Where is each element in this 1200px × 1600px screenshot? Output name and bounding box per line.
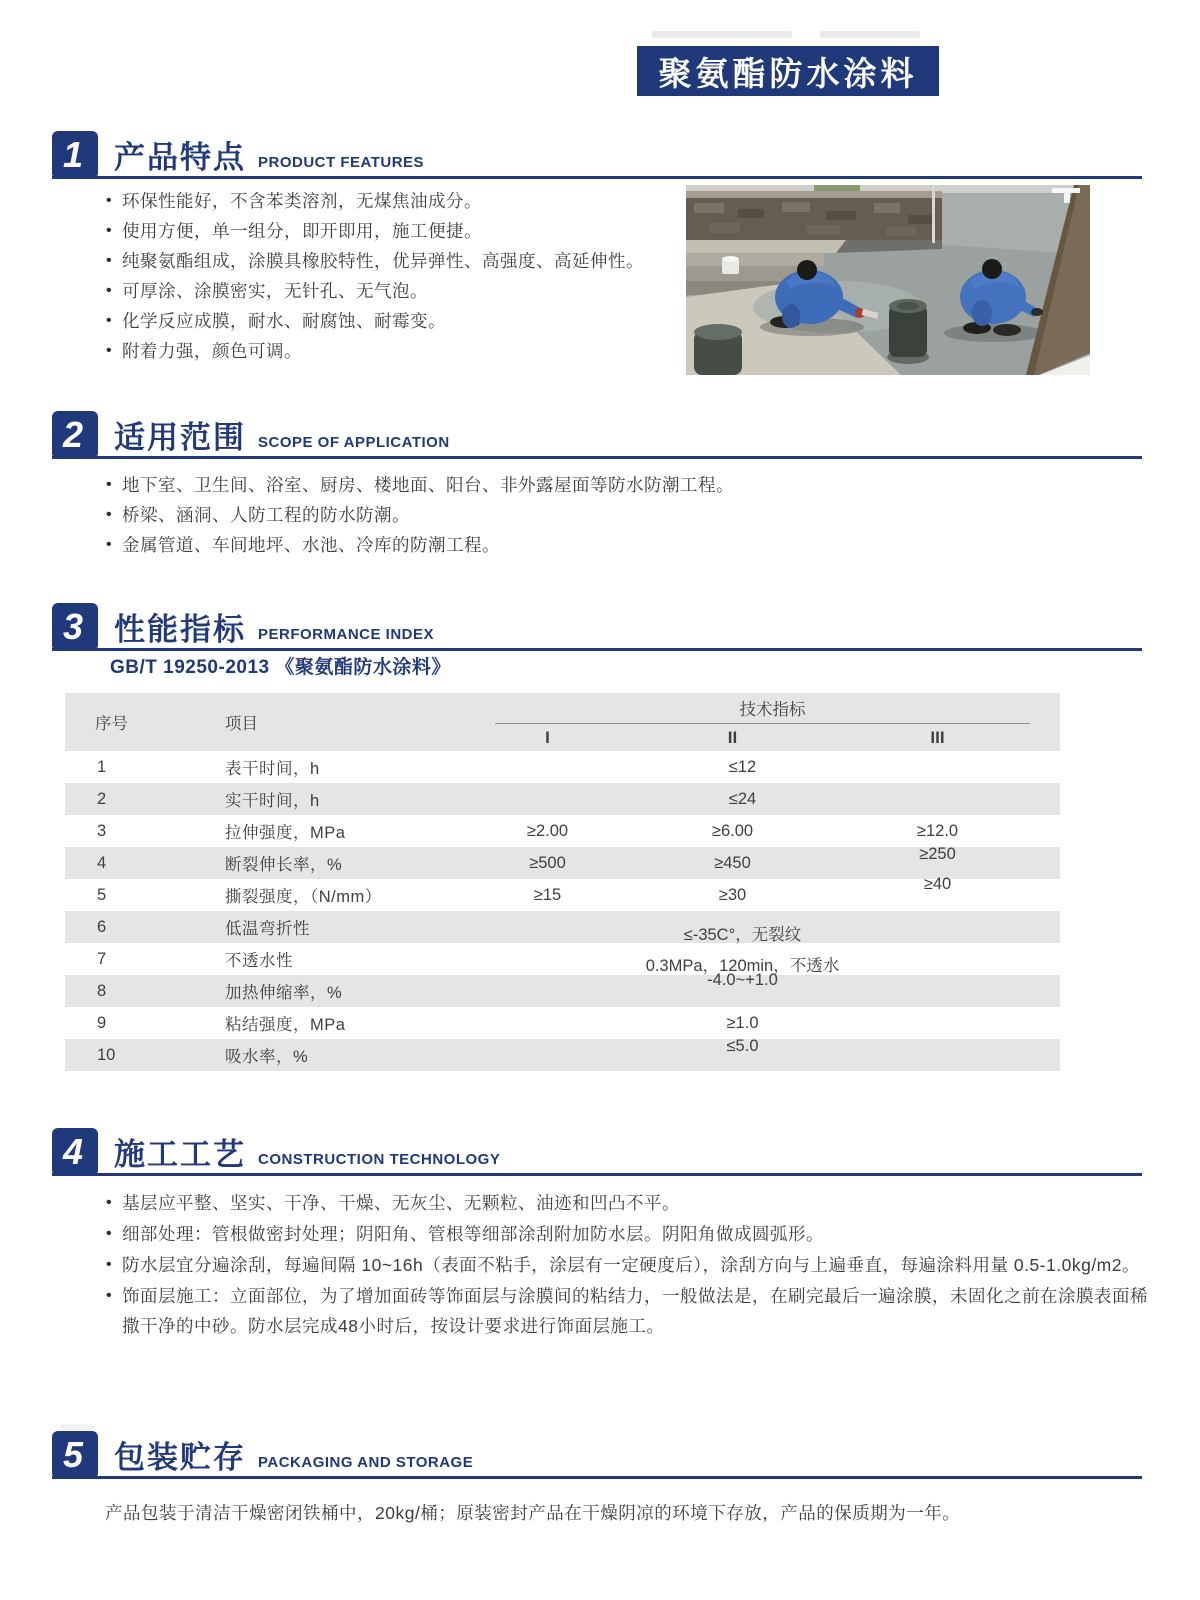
scan-artifact (820, 31, 920, 38)
section-4-subtitle: CONSTRUCTION TECHNOLOGY (258, 1151, 501, 1168)
packaging-storage-text: 产品包装于清洁干燥密闭铁桶中，20kg/桶；原装密封产品在干燥阴凉的环境下存放，产品的保质期为一年。 (105, 1503, 961, 1523)
row-number: 9 (97, 1013, 107, 1032)
bullet-item: • 桥梁、涵洞、人防工程的防水防潮。 (104, 500, 1104, 530)
section-3-header (52, 598, 1142, 651)
table-row (65, 1007, 1060, 1039)
col-header-index: 序号 (95, 715, 128, 733)
row-value-span: ≤24 (728, 789, 757, 808)
row-value-span: 0.3MPa，120min，不透水 (645, 957, 840, 975)
section-5-subtitle: PACKAGING AND STORAGE (258, 1454, 474, 1471)
row-number: 5 (97, 885, 107, 904)
bullet-item: • 金属管道、车间地坪、水池、冷库的防潮工程。 (104, 530, 1104, 560)
row-number: 2 (97, 789, 107, 808)
col-header-grade-1: I (545, 727, 550, 747)
row-number: 4 (97, 853, 107, 872)
row-value-span: -4.0~+1.0 (707, 970, 778, 989)
section-5-header (52, 1426, 1142, 1479)
row-number: 3 (97, 821, 107, 840)
row-item: 不透水性 (225, 952, 293, 970)
section-1-header (52, 126, 1142, 179)
section-1-subtitle: PRODUCT FEATURES (258, 154, 425, 171)
row-item: 撕裂强度，（N/mm） (225, 888, 382, 906)
row-number: 8 (97, 981, 107, 1000)
row-value-grade-1: ≥500 (529, 853, 566, 872)
bullet-item: • 可厚涂、涂膜密实，无针孔、无气泡。 (104, 276, 694, 306)
table-header (65, 693, 1060, 751)
row-value-span: ≥1.0 (726, 1013, 759, 1032)
row-value-span: ≤-35C°，无裂纹 (683, 926, 802, 944)
table-body (65, 751, 1060, 1071)
row-value-grade-2: ≥30 (718, 885, 747, 904)
bullet-item: • 纯聚氨酯组成，涂膜具橡胶特性，优异弹性、高强度、高延伸性。 (104, 246, 694, 276)
col-header-grade-2: II (727, 727, 738, 747)
row-value-grade-2: ≥6.00 (711, 821, 754, 840)
section-3-number: 3 (52, 603, 98, 651)
table-row (65, 751, 1060, 783)
row-number: 6 (97, 917, 107, 936)
product-features-list (104, 186, 694, 366)
table-row (65, 783, 1060, 815)
row-item: 拉伸强度，MPa (225, 824, 346, 842)
section-5-title: 包装贮存 (114, 1440, 246, 1475)
row-value-grade-3: ≥12.0 (916, 821, 959, 840)
page-title: 聚氨酯防水涂料 (637, 46, 939, 96)
row-number: 7 (97, 949, 107, 968)
table-row (65, 874, 1060, 911)
standard-reference: GB/T 19250-2013 《聚氨酯防水涂料》 (110, 657, 451, 678)
section-4-header (52, 1123, 1142, 1176)
bullet-item: • 基层应平整、坚实、干净、干燥、无灰尘、无颗粒、油迹和凹凸不平。 (104, 1188, 1156, 1218)
table-row (65, 970, 1060, 1007)
row-value-grade-2: ≥450 (714, 853, 751, 872)
row-item: 低温弯折性 (225, 920, 310, 938)
bullet-item: • 使用方便，单一组分，即开即用，施工便捷。 (104, 216, 694, 246)
section-2-header (52, 406, 1142, 459)
scope-of-application-list (104, 470, 1104, 560)
row-item: 吸水率，% (225, 1048, 309, 1066)
construction-technology-list (104, 1188, 1156, 1342)
row-value-grade-3: ≥250 (919, 844, 956, 863)
row-value-grade-3: ≥40 (923, 874, 952, 893)
row-number: 10 (97, 1045, 116, 1064)
row-value-span: ≤5.0 (726, 1036, 759, 1055)
row-value-span: ≤12 (728, 757, 757, 776)
section-3-subtitle: PERFORMANCE INDEX (258, 626, 435, 643)
row-item: 断裂伸长率，% (225, 856, 343, 874)
row-item: 实干时间，h (225, 792, 320, 810)
bullet-item: • 防水层宜分遍涂刮，每遍间隔 10~16h（表面不粘手，涂层有一定硬度后），涂刮方向与上遍垂直，每遍涂料用量 0.5-1.0kg/m2。 (104, 1250, 1156, 1280)
application-photo (686, 185, 1090, 375)
scan-artifact (652, 31, 792, 38)
bullet-item: • 化学反应成膜，耐水、耐腐蚀、耐霉变。 (104, 306, 694, 336)
section-2-title: 适用范围 (114, 420, 246, 455)
col-header-grade-3: III (930, 727, 945, 747)
row-item: 加热伸缩率，% (225, 984, 343, 1002)
performance-index-table (65, 693, 1060, 1071)
bullet-item: • 附着力强，颜色可调。 (104, 336, 694, 366)
section-2-subtitle: SCOPE OF APPLICATION (258, 434, 450, 451)
bullet-item: • 饰面层施工：立面部位，为了增加面砖等饰面层与涂膜间的粘结力，一般做法是，在刷完最后一遍涂膜，未固化之前在涂膜表面稀撒干净的中砂。防水层完成48小时后，按设计要求进行饰面层施工。 (104, 1281, 1156, 1341)
table-row (65, 815, 1060, 847)
section-2-number: 2 (52, 411, 98, 459)
bullet-item: • 地下室、卫生间、浴室、厨房、楼地面、阳台、非外露屋面等防水防潮工程。 (104, 470, 1104, 500)
row-item: 表干时间，h (225, 760, 320, 778)
col-header-tech (485, 693, 1060, 751)
row-item: 粘结强度，MPa (225, 1016, 346, 1034)
table-row (65, 1036, 1060, 1071)
row-number: 1 (97, 757, 107, 776)
section-4-number: 4 (52, 1128, 98, 1176)
tech-index-label: 技术指标 (739, 701, 806, 719)
workers-coating-illustration (686, 185, 1090, 375)
section-3-title: 性能指标 (114, 612, 246, 647)
section-1-number: 1 (52, 131, 98, 179)
row-value-grade-1: ≥2.00 (526, 821, 569, 840)
row-value-grade-1: ≥15 (533, 885, 562, 904)
section-5-number: 5 (52, 1431, 98, 1479)
section-1-title: 产品特点 (114, 140, 246, 175)
table-row (65, 911, 1060, 943)
col-header-item: 项目 (225, 715, 258, 733)
bullet-item: • 环保性能好，不含苯类溶剂，无煤焦油成分。 (104, 186, 694, 216)
section-4-title: 施工工艺 (114, 1137, 246, 1172)
bullet-item: • 细部处理：管根做密封处理；阴阳角、管根等细部涂刮附加防水层。阴阳角做成圆弧形。 (104, 1219, 1156, 1249)
